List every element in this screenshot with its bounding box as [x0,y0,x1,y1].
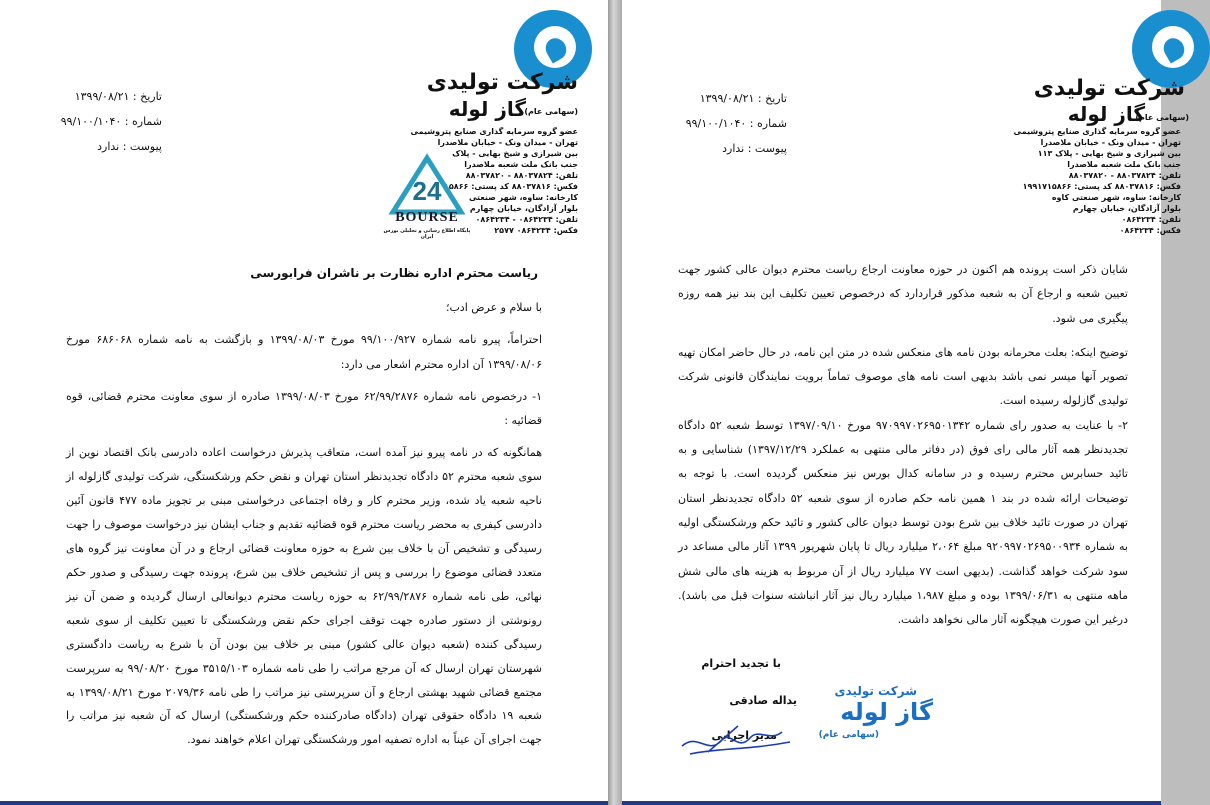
bourse-caption: پایگاه اطلاع رسانی و تحلیلی بورس ایران [383,228,471,240]
body-paragraph: توضیح اینکه: بعلت محرمانه بودن نامه های منعکس شده در متن این نامه، در حال حاضر امکان تهیه تصویر آنها میسر نمی باشد بدیهی است نامه های موصوف تماماً برویت نمایندگان قانونی شرکت تولیدی گازلوله رسیده است. [678,345,1128,408]
company-share-type: (سهامی عام) [1135,113,1189,122]
salutation: با سلام و عرض ادب؛ [445,301,542,314]
signature-icon [678,712,798,762]
company-name-line1: شرکت تولیدی [1033,76,1185,101]
svg-text:24: 24 [412,176,442,206]
letter-attachment: پیوست : ندارد [97,140,162,153]
company-name-line1: شرکت تولیدی [426,70,578,95]
letter-body-page-2 [678,258,1128,632]
letter-page-2 [622,0,1189,805]
body-paragraph: همانگونه که در نامه پیرو نیز آمده است، متعاقب پذیرش درخواست اعاده دادرسی بانک اقتصاد نوین از سوی شعبه محترم ۵۲ دادگاه تجدیدنظر استان تهران و نقض حکم ورشکستگی، شرکت تولیدی گازلوله از ناحیه شعبه یاد شده، وزیر محترم کار و رفاه اجتماعی درخواستی مبنی بر تجویز ماده ۴۷۷ قانون آئین دادرسی کیفری به محضر ریاست محترم قوه قضائیه تقدیم و جناب ایشان نیز درخواست موصوف را جهت رسیدگی و تشخیص آن با خلاف بین شرع به حوزه معاونت قضائی ارجاع و در آن معاونت نیز گروه های متعدد قضائی موضوع را بررسی و پس از تشخیص خلاف بین شرع، پرونده جهت رسیدگی و صدور حکم نهائی، طی نامه شماره ۶۲/۹۹/۲۸۷۶ به حوزه ریاست محترم دیوانعالی ارسال گردیده و ضمن آن نیز رونوشتی از دستور صادره جهت توقف اجرای حکم نقض ورشکستگی تا تعیین تکلیف از سوی شعبه رسیدگی کننده (شعبه دیوان عالی کشور) مبنی بر خلاف بین بودن آن با شرع به ریاست دادگستری شهرستان تهران ارسال که آن مرجع مراتب را طی نامه شماره ۳۵۱۵/۱۰۳ مورخ ۹۹/۰۸/۲۰ به سرپرست مجتمع قضائی شهید بهشتی ارجاع و آن سرپرستی نیز مراتب را طی نامه ۲۰۷۹/۳۶ مورخ ۱۳۹۹/۰۸/۲۱ به شعبه ۱۹ دادگاه حقوقی تهران (دادگاه صادرکننده حکم ورشکستگی) ارسال که آن شعبه نیز مراتب را جهت اجرای آن عیناً به اداره تصفیه امور ورشکستگی تهران اعلام خواهند نمود. [66,446,543,747]
letter-number: شماره : ۹۹/۱۰۰/۱۰۴۰ [60,115,162,128]
body-paragraph: احتراماً، پیرو نامه شماره ۹۹/۱۰۰/۹۲۷ مورخ ۱۳۹۹/۰۸/۰۳ و بازگشت به نامه شماره ۶۸۶۰۶۸ مورخ ۱۳۹۹/۰۸/۰۶ آن اداره محترم اشعار می دارد: [66,333,542,371]
body-paragraph: ۲- با عنایت به صدور رای شماره ۹۷۰۹۹۷۰۲۶۹۵۰۱۳۴۲ مورخ ۱۳۹۷/۰۹/۱۰ توسط شعبه ۵۲ دادگاه تجدیدنظر همه آثار مالی رای فوق (در دفاتر مالی منتهی به عملکرد ۱۳۹۷/۱۲/۲۹) شناسایی و به تائید حسابرس محترم رسیده و در سامانه کدال بورس نیز منعکس گردیده است. با توجه به توضیحات ارائه شده در بند ۱ همین نامه حکم صادره از سوی شعبه ۵۲ دادگاه تجدیدنظر استان تهران در صورت تائید خلاف بین شرع بودن توسط دیوان عالی کشور و تائید حکم ورشکستگی اولیه به شماره ۹۲۰۹۹۷۰۲۶۹۵۰۰۹۳۴ مبلغ ۲،۰۶۴ میلیارد ریال تا پایان شهریور ۱۳۹۹ آثار مالی مساعد در سود شرکت خواهد گذاشت. (بدیهی است ۷۷ میلیارد ریال از آن مربوط به هزینه های مالی شش ماهه منتهی به ۱۳۹۹/۰۶/۳۱ بوده و مبلغ ۱،۹۸۷ میلیارد ریال نیز آثار انباشته سنوات قبل می باشد). درغیر این صورت هیچگونه آثار مالی نخواهد داشت. [678,418,1129,627]
company-name-line2: گاز لوله [448,97,526,121]
page-footer-bar [622,801,1161,805]
closing-greeting: با تجدید احترام [701,657,781,670]
letter-meta [686,86,787,161]
page-gutter [608,0,622,805]
letter-meta [61,84,162,159]
page-footer-bar [0,801,608,805]
company-name-line2: گاز لوله [1067,102,1145,126]
letter-attachment: پیوست : ندارد [722,142,787,155]
company-stamp-line1: شرکت تولیدی [834,684,917,698]
letter-body-page-1 [66,296,542,752]
company-share-type: (سهامی عام) [524,107,578,116]
body-paragraph: شایان ذکر است پرونده هم اکنون در حوزه معاونت ارجاع ریاست محترم دیوان عالی کشور جهت تعیین شعبه و ارجاع آن به شعبه مذکور قراردارد که درخصوص تعیین تکلیف این بند نیز همه روزه پیگیری می شود. [678,263,1128,325]
letter-recipient: ریاست محترم اداره نظارت بر ناشران فرابورسی [250,266,538,280]
letter-number: شماره : ۹۹/۱۰۰/۱۰۴۰ [685,117,787,130]
company-info: عضو گروه سرمایه گذاری صنایع پتروشیمی تهران - میدان ونک - خیابان ملاصدرا بین شیرازی و شیخ بهایی - پلاک ۱۱۳ جنب بانک ملت شعبه ملاصدرا تلفن: ۸۸۰۳۷۸۲۴ - ۸۸۰۳۷۸۲۰ فکس: ۸۸۰۳۷۸۱۶ کد پستی: ۱۹۹۱۷۱۵۸۶۶ کارخانه: ساوه، شهر صنعتی کاوه بلوار آزادگان، خیابان چهارم تلفن: ۰۸۶۴۲۳۴ فکس: ۰۸۶۴۲۳۴ [1013,127,1181,235]
letter-date: تاریخ : ۱۳۹۹/۰۸/۲۱ [74,90,162,103]
body-paragraph: ۱- درخصوص نامه شماره ۶۲/۹۹/۲۸۷۶ مورخ ۱۳۹۹/۰۸/۰۳ صادره از سوی معاونت محترم قضائی، قوه قضائیه : [66,389,543,428]
company-info: عضو گروه سرمایه گذاری صنایع پتروشیمی تهران - میدان ونک - خیابان ملاصدرا بین شیرازی و شیخ بهایی - پلاک جنب بانک ملت شعبه ملاصدرا تلفن: ۸۸۰۳۷۸۲۴ - ۸۸۰۳۷۸۲۰ فکس: ۸۸۰۳۷۸۱۶ کد پستی: ۱۵۸۶۶ کارخانه: ساوه، شهر صنعتی بلوار آزادگان، خیابان چهارم تلفن: ۰۸۶۴۲۳۴ - ۰۸۶۴۲۳۴ فکس: ۰۸۶۴۲۳۴ ۲۵۷۷ [410,127,578,235]
signer-title: مدیر اجرایی [711,729,777,742]
signer-name: یداله صادقی [729,694,797,707]
company-stamp-line3: (سهامی عام) [818,730,879,740]
bourse-logo-text: BOURSE [395,210,459,225]
company-stamp-line2: گاز لوله [840,698,933,726]
letter-date: تاریخ : ۱۳۹۹/۰۸/۲۱ [699,92,787,105]
